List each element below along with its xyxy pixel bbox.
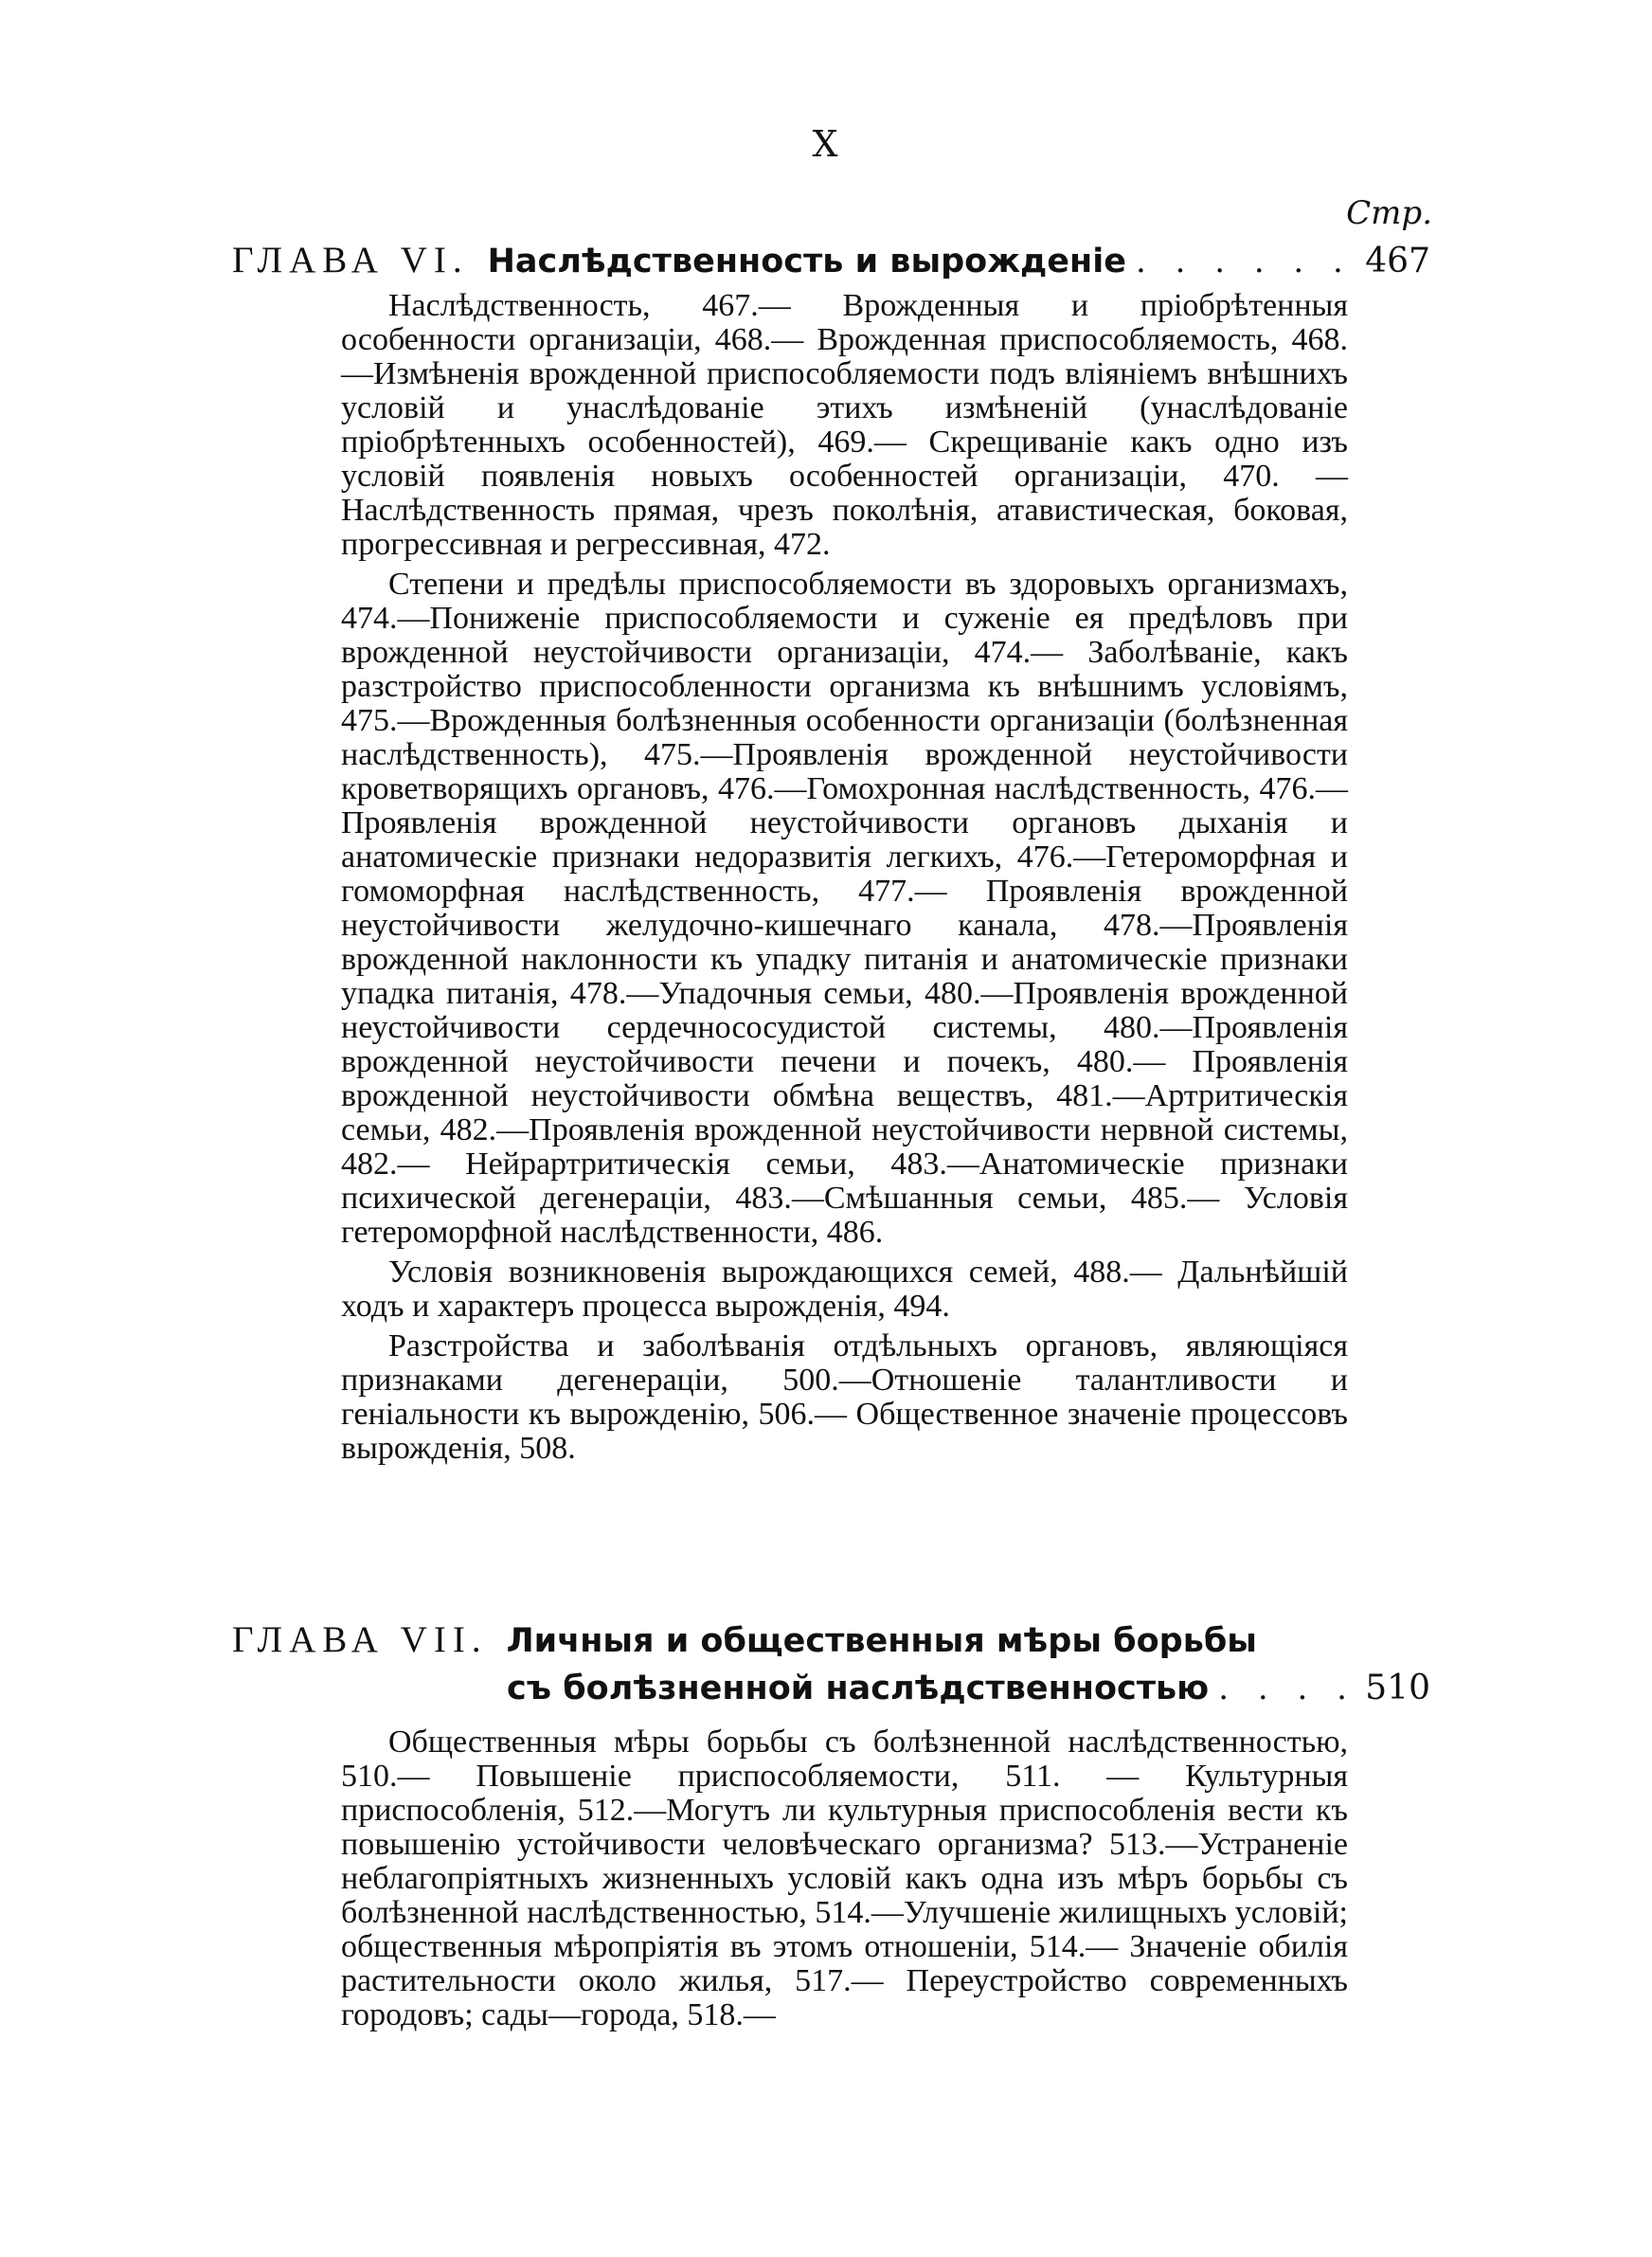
chapter-6-paragraph-1: Наслѣдственность, 467.— Врожденныя и пріобрѣтенныя особенности организаціи, 468.— Врожденная приспособляемость, 468.—Измѣненія врожденной приспособляемости подъ вліяніемъ внѣшнихъ условій и унаслѣдованіе этихъ измѣненій (унаслѣдованіе пріобрѣтенныхъ особенностей), 469.— Скрещиваніе какъ одно изъ условій появленія новыхъ особенностей организаціи, 470. — Наслѣдственность прямая, чрезъ поколѣнія, атавистическая, боковая, прогрессивная и регрессивная, 472. bbox=[341, 288, 1348, 562]
chapter-6-paragraph-3: Условія возникновенія вырождающихся семей, 488.— Дальнѣйшій ходъ и характеръ процесса вырожденія, 494. bbox=[341, 1255, 1348, 1324]
chapter-7-title-line-2: съ болѣзненной наслѣдственностью bbox=[507, 1670, 1210, 1707]
chapter-7-paragraph-1: Общественныя мѣры борьбы съ болѣзненной наслѣдственностью, 510.— Повышеніе приспособляемости, 511. — Культурныя приспособленія, 512.—Могутъ ли культурныя приспособленія вести къ повышенію устойчивости человѣческаго организма? 513.—Устраненіе неблагопріятныхъ жизненныхъ условій какъ одна изъ мѣръ борьбы съ болѣзненной наслѣдственностью, 514.—Улучшеніе жилищныхъ условій; общественныя мѣропріятія въ этомъ отношеніи, 514.— Значеніе обилія растительности около жилья, 517.— Переустройство современныхъ городовъ; сады—города, 518.— bbox=[341, 1724, 1348, 2032]
chapter-6-contents bbox=[341, 289, 1348, 1466]
chapter-7 bbox=[232, 1616, 1430, 2038]
chapter-7-heading bbox=[232, 1616, 1430, 1665]
chapter-6-paragraph-2: Степени и предѣлы приспособляемости въ здоровыхъ организмахъ, 474.—Пониженіе приспособляемости и суженіе ея предѣловъ при врожденной неустойчивости организаціи, 474.— Заболѣваніе, какъ разстройство приспособленности организма къ внѣшнимъ условіямъ, 475.—Врожденныя болѣзненныя особенности организаціи (болѣзненная наслѣдственность), 475.—Проявленія врожденной неустойчивости кроветворящихъ органовъ, 476.—Гомохронная наслѣдственность, 476.—Проявленія врожденной неустойчивости органовъ дыханія и анатомическіе признаки недоразвитія легкихъ, 476.—Гетероморфная и гомоморфная наслѣдственность, 477.— Проявленія врожденной неустойчивости желудочно-кишечнаго канала, 478.—Проявленія врожденной наклонности къ упадку питанія и анатомическіе признаки упадка питанія, 478.—Упадочныя семьи, 480.—Проявленія врожденной неустойчивости сердечнососудистой системы, 480.—Проявленія врожденной неустойчивости печени и почекъ, 480.— Проявленія врожденной неустойчивости обмѣна веществъ, 481.—Артритическія семьи, 482.—Проявленія врожденной неустойчивости нервной системы, 482.— Нейрартритическія семьи, 483.—Анатомическіе признаки психической дегенераціи, 483.—Смѣшанныя семьи, 485.— Условія гетероморфной наслѣдственности, 486. bbox=[341, 567, 1348, 1250]
chapter-7-title-line-1: Личныя и общественныя мѣры борьбы bbox=[506, 1622, 1257, 1660]
chapter-7-page: 510 bbox=[1365, 1669, 1430, 1707]
chapter-6-label: ГЛАВА VI. bbox=[232, 240, 469, 280]
chapter-6-page: 467 bbox=[1365, 242, 1430, 280]
chapter-6 bbox=[232, 237, 1430, 1472]
leader-dots bbox=[1209, 1665, 1356, 1712]
chapter-7-heading-cont bbox=[232, 1665, 1430, 1712]
chapter-6-paragraph-4: Разстройства и заболѣванія отдѣльныхъ органовъ, являющіяся признаками дегенераціи, 500.—Отношеніе талантливости и геніальности къ вырожденію, 506.— Общественное значеніе процессовъ вырожденія, 508. bbox=[341, 1328, 1348, 1466]
chapter-7-label: ГЛАВА VII. bbox=[232, 1619, 488, 1660]
chapter-6-heading bbox=[232, 237, 1430, 285]
leader-dots bbox=[1126, 238, 1356, 285]
chapter-7-contents bbox=[341, 1725, 1348, 2032]
chapter-6-title: Наслѣдственность и вырожденіе bbox=[487, 243, 1126, 280]
page-number: X bbox=[812, 123, 840, 165]
page-column-header: Стр. bbox=[1346, 194, 1432, 232]
